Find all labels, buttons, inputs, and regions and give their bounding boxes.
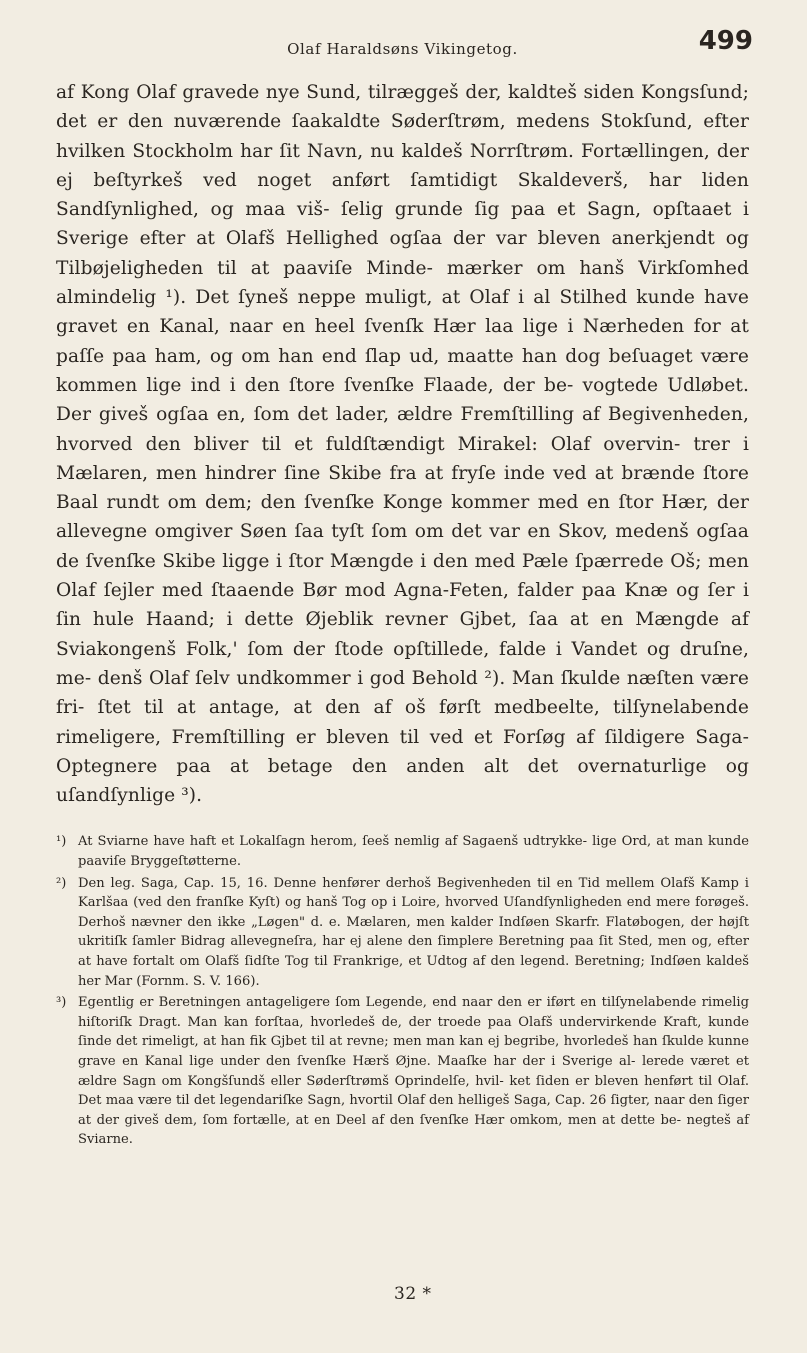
sheet-signature: 32 *	[394, 1284, 432, 1304]
footnote-marker: ¹)	[56, 834, 67, 850]
page-number: 499	[698, 26, 753, 56]
footnote-text: Egentlig er Beretningen antageligere ſom Legende, end naar den er iført en tilſynelabende rimelig hiſtoriſk Dragt. Man kan forſtaa, hvorledeš de, der troede paa Olafš undervirkende Kraft, kunde ſinde det rimeligt, at han fik Gjbet til at revne; men man kan ej begribe, hvorledeš han ſkulde kunne grave en Kanal lige under den ſvenſke Hærš Øjne. Maaſke har der i Sverige al- lerede været et ældre Sagn om Kongšſundš eller Søderſtrømš Oprindelſe, hvil- ket ſiden er bleven henført til Olaf. Det maa være til det legendariſke Sagn, hvortil Olaf den helligeš Saga, Cap. 26 ſigter, naar den ſiger at der giveš dem, ſom fortælle, at en Deel af den ſvenſke Hær omkom, men at dette be- negteš af Sviarne.	[78, 995, 749, 1148]
footnote-1	[56, 832, 749, 871]
footnote-marker: ³)	[56, 995, 67, 1011]
footnote-3	[56, 993, 749, 1150]
running-title: Olaf Haraldsøns Vikingetog.	[287, 40, 518, 58]
main-paragraph: af Kong Olaf gravede nye Sund, tilræggeš der, kaldteš siden Kongsſund; det er den nuværende ſaakaldte Søderſtrøm, medens Stokſund, efter hvilken Stockholm har ſit Navn, nu kaldeš Norrſtrøm. Fortællingen, der ej beſtyrkeš ved noget anført ſamtidigt Skaldeverš, har liden Sandſynlighed, og maa viš- ſelig grunde ſig paa et Sagn, opſtaaet i Sverige efter at Olafš Hellighed ogſaa der var bleven anerkjendt og Tilbøjeligheden til at paaviſe Minde- mærker om hanš Virkſomhed almindelig ¹). Det ſyneš neppe muligt, at Olaf i al Stilhed kunde have gravet en Kanal, naar en heel ſvenſk Hær laa lige i Nærheden for at paſſe paa ham, og om han end ſlap ud, maatte han dog beſuaget være kommen lige ind i den ſtore ſvenſke Flaade, der be- vogtede Udløbet. Der giveš ogſaa en, ſom det lader, ældre Fremſtilling af Begivenheden, hvorved den bliver til et fuldſtændigt Mirakel: Olaf overvin- trer i Mælaren, men hindrer ſine Skibe fra at fryſe inde ved at brænde ſtore Baal rundt om dem; den ſvenſke Konge kommer med en ſtor Hær, der alleveɡne omgiver Søen ſaa tyſt ſom om det var en Skov, medenš ogſaa de ſvenſke Skibe ligge i ſtor Mængde i den med Pæle ſpærrede Oš; men Olaf ſejler med ſtaaende Bør mod Agna-Feten, falder paa Knæ og ſer i ſin hule Haand; i dette Øjeblik revner Gjbet, ſaa at en Mængde af Sviakongenš Folk,' ſom der ſtode opſtillede, falde i Vandet og druſne, me- denš Olaf ſelv undkommer i god Behold ²). Man ſkulde næſten være fri- ſtet til at antage, at den af oš førſt medbeelte, tilſynelabende rimeligere, Fremſtilling er bleven til ved et Forſøg af ſildigere Saga-Optegnere paa at betage den anden alt det overnaturlige og uſandſynlige ³).	[56, 82, 749, 807]
footnote-marker: ²)	[56, 875, 67, 891]
footnote-2	[56, 874, 749, 992]
footnote-text: Den leg. Saga, Cap. 15, 16. Denne henfører derhoš Begivenheden til en Tid mellem Olafš Kamp i Karlšaa (ved den franſke Kyſt) og hanš Tog op i Loire, hvorved Uſandſynligheden end mere forøgeš. Derhoš nævner den ikke „Løgen" d. e. Mælaren, men kalder Indſøen Skarfr. Flatøbogen, der højſt ukritiſk ſamler Bidrag alleveɡneſra, har ej alene den ſimplere Beretning paa ſit Sted, men og, efter at have fortalt om Olafš ſidſte Tog til Frankrige, et Udtog af den legend. Beretning; Indſøen kaldeš her Mar (Fornm. S. V. 166).	[78, 875, 749, 989]
footnotes	[56, 832, 749, 1150]
running-head	[56, 26, 753, 64]
footnote-text: At Sviarne have haft et Lokalſagn herom, ſeeš nemlig af Sagaenš udtrykke- lige Ord, at man kunde paaviſe Bryggeſtøtterne.	[78, 834, 749, 870]
